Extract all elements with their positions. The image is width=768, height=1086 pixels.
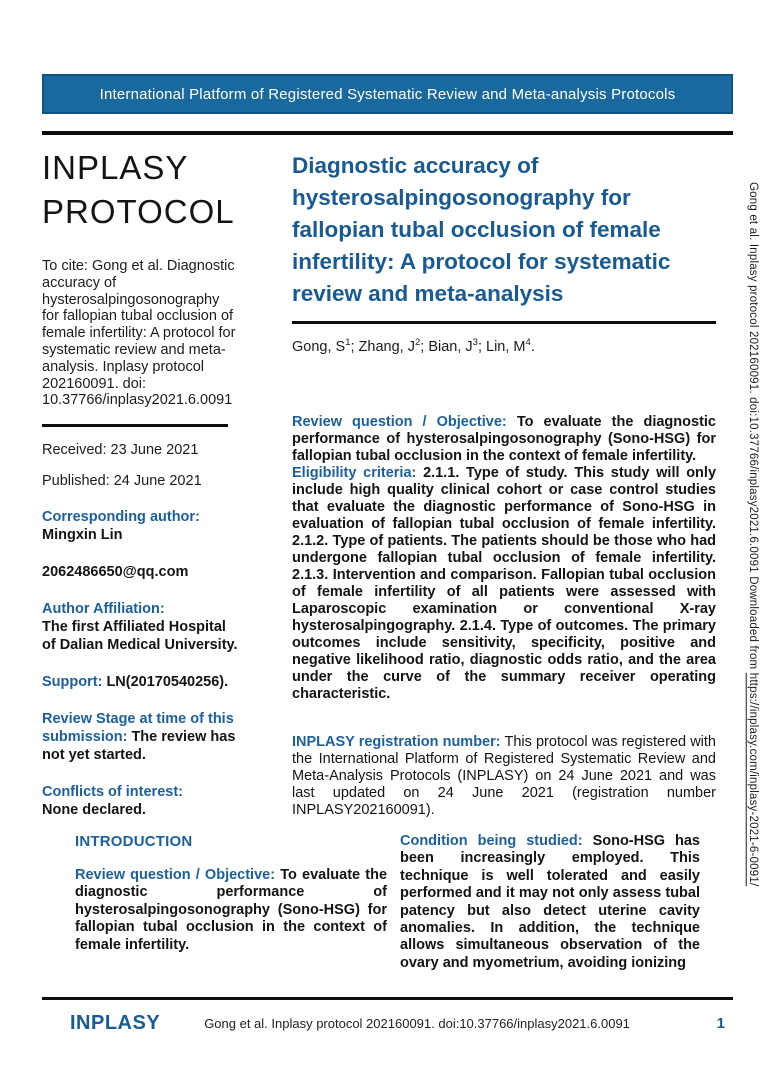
footer: [42, 1006, 733, 1040]
review-objective-text: To evaluate the diagnostic performance of hysterosalpingosonography (Sono-HSG) for fallopian tubal occlusion in the context of female infertility.: [292, 413, 716, 464]
condition-label: Condition being studied:: [400, 833, 583, 849]
author-1: Gong, S: [292, 338, 346, 355]
footer-citation: Gong et al. Inplasy protocol 202160091. doi:10.37766/inplasy2021.6.0091: [204, 1015, 630, 1031]
registration-text: This protocol was registered with the International Platform of Registered Systematic Review and Meta-Analysis Protocols (INPLASY) on 24 June 2021 and was last updated on 24 June 2021 (registration number INPLASY202160091).: [292, 733, 716, 818]
author-3-superscript: 3: [472, 337, 478, 348]
footer-logo: INPLASY: [70, 1011, 161, 1034]
author-line-period: .: [530, 338, 535, 355]
conflicts-text: None declared.: [42, 801, 146, 818]
side-note: [737, 182, 759, 1068]
introduction-objective-paragraph: [75, 867, 387, 954]
condition-column: [400, 833, 700, 987]
author-4-superscript: 4: [525, 337, 531, 348]
platform-banner-text: International Platform of Registered Systematic Review and Meta-analysis Protocols: [99, 85, 676, 103]
condition-paragraph: [400, 833, 700, 972]
introduction-column: [75, 833, 387, 969]
left-column: [42, 146, 238, 833]
corresponding-author-email: 2062486650@qq.com: [42, 563, 189, 580]
abstract-block: [292, 414, 716, 703]
review-stage-label: Review Stage at time of this submission:: [42, 710, 234, 745]
author-1-superscript: 1: [345, 337, 351, 348]
page-number: 1: [716, 1014, 725, 1032]
corresponding-author-name: Mingxin Lin: [42, 526, 123, 543]
side-note-link[interactable]: https://inplasy.com/inplasy-2021-6-0091/: [747, 672, 759, 887]
review-stage-text: The review has not yet started.: [42, 728, 236, 763]
eligibility-text: 2.1.1. Type of study. This study will only include high quality clinical cohort or case control studies that evaluate the diagnostic performance of Sono-HSG in evaluation of fallopian tubal occlusion of female infertility. 2.1.2. Type of patients. The patients should be those who had undergone fallopian tubal occlusion of female infertility. 2.1.3. Intervention and comparison. Fallopian tubal occlusion of female infertility of all patients were assessed with Laparoscopic examination or conventional X-ray hysterosalpingography. 2.1.4. Type of outcomes. The primary outcomes include sensitivity, specificity, positive and negative likelihood ratio, diagnostic odds ratio, and the area under the curve of the summary receiver operating characteristic.: [292, 464, 717, 702]
author-line: [292, 337, 716, 355]
author-2-superscript: 2: [414, 337, 421, 348]
introduction-objective-label: Review question / Objective:: [75, 867, 276, 883]
masthead-line1: INPLASY: [42, 149, 189, 186]
support-label: Support:: [42, 673, 103, 690]
article-column: [292, 150, 716, 833]
registration-paragraph: [292, 734, 716, 819]
masthead: [42, 146, 238, 234]
eligibility-label: Eligibility criteria:: [292, 464, 417, 481]
platform-banner: [42, 74, 733, 114]
author-3: ; Bian, J: [420, 338, 473, 355]
review-objective-paragraph: [292, 414, 716, 465]
conflicts-label: Conflicts of interest:: [42, 783, 183, 800]
support-block: [42, 673, 238, 691]
affiliation-block: [42, 600, 238, 654]
received-date: Received: 23 June 2021: [42, 441, 199, 458]
cite-divider: [42, 424, 228, 427]
article-title: Diagnostic accuracy of hysterosalpingosonography for fallopian tubal occlusion of female infertility: A protocol for systematic review and meta-analysis: [292, 153, 671, 306]
corresponding-author-label: Corresponding author:: [42, 508, 200, 525]
condition-text: Sono-HSG has been increasingly employed. This technique is well tolerated and easily performed and it may not only assess tubal patency but also detect uterine cavity anomalies. In addition, the technique allows simultaneous observation of the ovary and myometrium, avoiding ionizing: [400, 833, 700, 971]
eligibility-paragraph: [292, 465, 716, 703]
support-text: LN(20170540256).: [106, 673, 229, 690]
footer-divider: [42, 997, 733, 1000]
to-cite-text: To cite: Gong et al. Diagnostic accuracy of hysterosalpingosonography for fallopian tubal occlusion of female infertility: A protocol for systematic review and meta-analysis. Inplasy protocol 202160091. doi: 10.37766/inplasy2021.6.0091: [42, 258, 236, 409]
introduction-heading: INTRODUCTION: [75, 833, 193, 850]
side-note-text: Gong et al. Inplasy protocol 202160091. doi:10.37766/inplasy2021.6.0091 Downloaded from: [747, 182, 759, 673]
affiliation-text: The first Affiliated Hospital of Dalian Medical University.: [42, 618, 238, 653]
author-4: ; Lin, M: [477, 338, 526, 355]
introduction-objective-text: To evaluate the diagnostic performance of hysterosalpingosonography (Sono-HSG) for fallopian tubal occlusion in the context of female infertility.: [75, 867, 388, 953]
review-stage-block: [42, 710, 238, 764]
title-divider: [292, 321, 716, 324]
corresponding-author-block: [42, 508, 238, 544]
masthead-line2: PROTOCOL: [42, 193, 235, 230]
author-2: ; Zhang, J: [350, 338, 415, 355]
review-objective-label: Review question / Objective:: [292, 413, 507, 430]
conflicts-block: [42, 783, 238, 819]
published-date: Published: 24 June 2021: [42, 472, 202, 489]
affiliation-label: Author Affiliation:: [42, 600, 165, 617]
registration-label: INPLASY registration number:: [292, 733, 501, 750]
top-divider: [42, 131, 733, 135]
